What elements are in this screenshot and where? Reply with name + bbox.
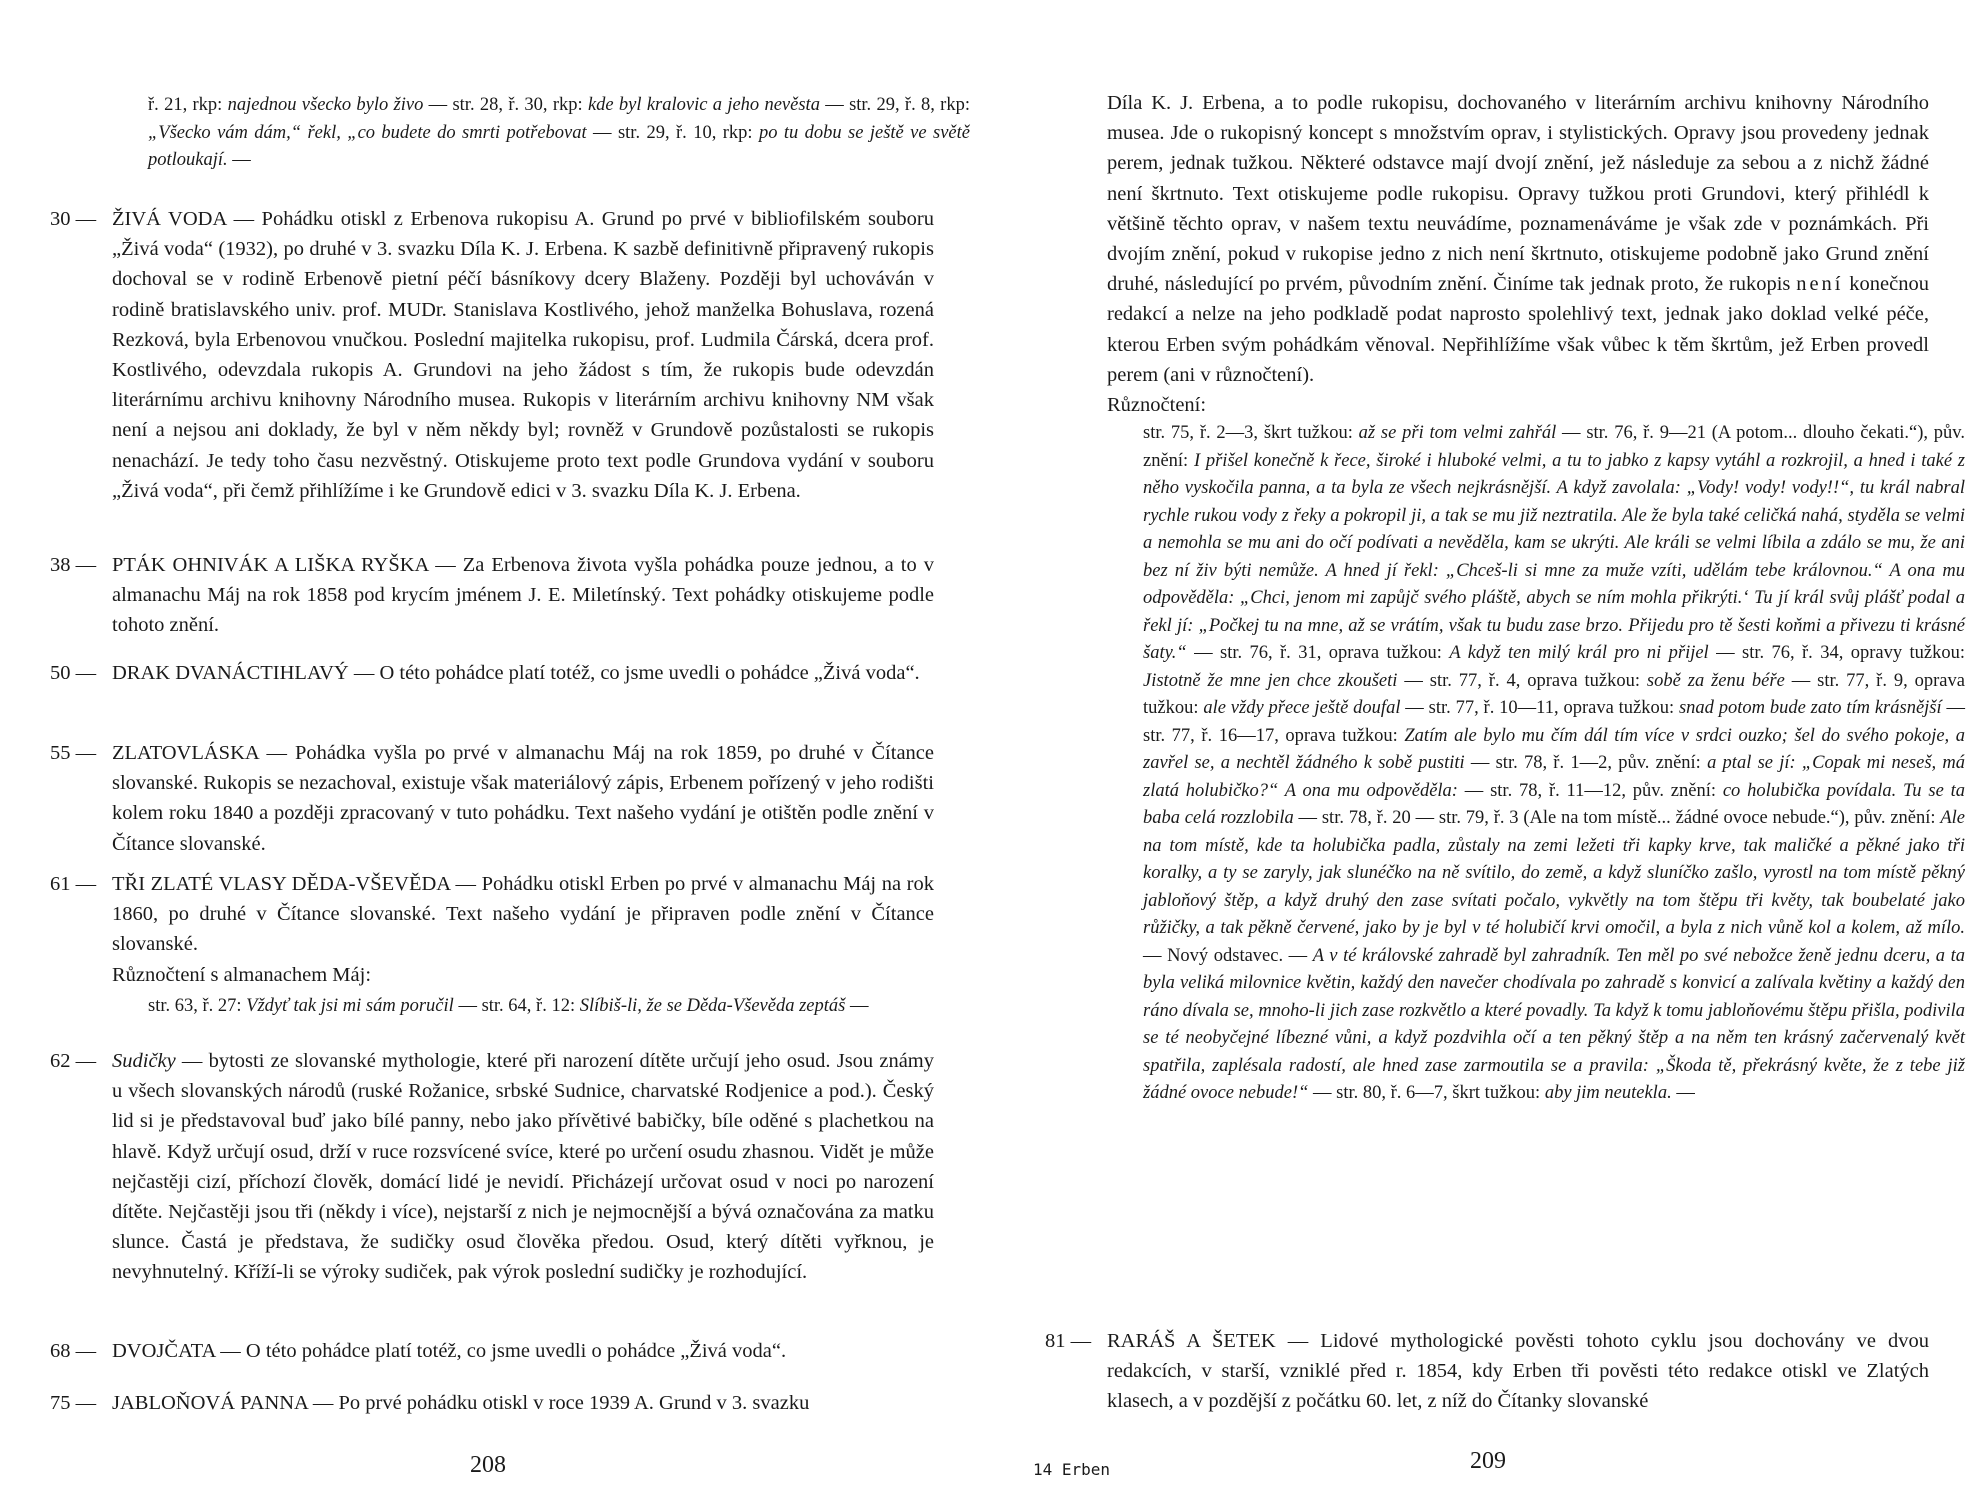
right-page xyxy=(985,0,1970,1500)
signature-mark: 14 Erben xyxy=(1033,1460,1111,1479)
note-text: DRAK DVANÁCTIHLAVÝ — O této pohádce platí totéž, co jsme uvedli o pohádce „Živá voda“. xyxy=(112,662,920,684)
note-continuation: ř. 21, rkp: najednou všecko bylo živo — str. 28, ř. 30, rkp: kde byl kralovic a jeho nevěsta — str. 29, ř. 8, rkp: „Všecko vám dám,“ řekl, „co budete do smrti potřebovat — str. 29, ř. 10, rkp: po tu dobu se ještě ve světě potloukají. — xyxy=(148,95,970,170)
note-text: TŘI ZLATÉ VLASY DĚDA-VŠEVĚDA — Pohádku otiskl Erben po prvé v almanachu Máj na rok 1860, po druhé v Čítance slovanské. Text našeho vydání je připraven podle znění v Čítance slovanské. Různočtení s almanachem Máj: xyxy=(112,873,934,986)
note-75-continuation: Díla K. J. Erbena, a to podle rukopisu, dochovaného v literárním archivu knihovny Národního musea. Jde o rukopisný koncept s množstvím oprav, i stylistických. Opravy jsou provedeny jednak perem, jednak tužkou. Některé odstavce mají dvojí znění, jež následuje za sebou a z nichž žádné není škrtnuto. Text otiskujeme podle rukopisu. Opravy tužkou proti Grundovi, který přihlédl k většině těchto oprav, v našem textu neuvádíme, poznamenáváme je však zde v poznámkách. Při dvojím znění, pokud v rukopise jedno z nich není škrtnuto, otiskujeme podobně jako Grund znění druhé, následující po prvém, původním znění. Činíme tak jednak proto, že rukopis není konečnou redakcí a nelze na jeho podkladě podat naprosto spolehlivý text, jednak jako doklad velké péče, kterou Erben svým pohádkám věnoval. Nepřihlížíme však vůbec k těm škrtům, jež Erben provedl perem (ani v různočtení). Různočtení: xyxy=(1107,92,1929,417)
note-page-number: 61 — xyxy=(50,873,97,895)
variants-heading: Různočtení s almanachem Máj: xyxy=(112,963,372,986)
page-number: 209 xyxy=(1470,1448,1506,1474)
note-text: ŽIVÁ VODA — Pohádku otiskl z Erbenova rukopisu A. Grund po prvé v bibliofilském souboru „Živá voda“ (1932), po druhé v 3. svazku Díla K. J. Erbena. K sazbě definitivně připravený rukopis dochoval se v rodině Erbenově pietní péčí básníkovy dcery Blaženy. Později byl uchováván v rodině bratislavského univ. prof. MUDr. Stanislava Kostlivého, jehož manželka Bohuslava, rozená Rezková, byla Erbenovou vnučkou. Poslední majitelka rukopisu, prof. Ludmila Čárská, dcera prof. Kostlivého, odevzdala rukopis A. Grundovi na jeho žádost s tím, že rukopis bude odevzdán literárnímu archivu knihovny Národního musea. Rukopis v literárním archivu knihovny NM však není a nejsou ani doklady, že byl v něm někdy byl; rovněž v Grundově pozůstalosti se rukopis nenachází. Je tedy toho času nezvěstný. Otiskujeme proto text podle Grundova vydání v souboru „Živá voda“, při čemž přihlížíme i ke Grundově edici v 3. svazku Díla K. J. Erbena. xyxy=(112,208,934,502)
note-text: RARÁŠ A ŠETEK — Lidové mythologické pověsti tohoto cyklu jsou dochovány ve dvou redakcích, v starší, vzniklé před r. 1854, kdy Erben tři pověsti této redakce otiskl ve Zlatých klasech, a v pozdější z počátku 60. let, z níž do Čítanky slovanské xyxy=(1107,1330,1929,1413)
note-text: ZLATOVLÁSKA — Pohádka vyšla po prvé v almanachu Máj na rok 1859, po druhé v Čítance slovanské. Rukopis se nezachoval, existuje však materiálový zápis, Erbenem pořízený v jeho rodišti kolem roku 1840 a později zpracovaný v tuto pohádku. Text našeho vydání je otištěn podle znění v Čítance slovanské. xyxy=(112,742,934,855)
note-page-number: 50 — xyxy=(50,662,97,684)
variants-list: str. 63, ř. 27: Vždyť tak jsi mi sám poručil — str. 64, ř. 12: Slíbiš-li, že se Děda-Vševěda zeptáš — xyxy=(148,996,869,1016)
page-number: 208 xyxy=(470,1452,506,1478)
note-page-number: 75 — xyxy=(50,1392,97,1414)
note-text: Sudičky — bytosti ze slovanské mythologie, které při narození dítěte určují jeho osud. Jsou známy u všech slovanských národů (ruské Rožanice, srbské Sudnice, charvatské Rodjenice a pod.). Český lid si je představoval buď jako bílé panny, nebo jako přívětivé babičky, bíle oděné s plachetkou na hlavě. Když určují osud, drží v ruce rozsvícené svíce, které po určení osudu zhasnou. Vidět je může nejčastěji cizí, příchozí člověk, domácí lidé je nevidí. Přicházejí určovat osud v noci po narození dítěte. Nejčastěji jsou tři (někdy i více), nejstarší z nich je nejmocnější a bývá označována za matku slunce. Častá je představa, že sudičky osud člověka předou. Osud, který dítěti vyřknou, je nevyhnutelný. Kříží-li se výroky sudiček, pak výrok poslední sudičky je rozhodující. xyxy=(112,1050,934,1284)
note-page-number: 68 — xyxy=(50,1340,97,1362)
note-page-number: 38 — xyxy=(50,554,97,576)
note-page-number: 30 — xyxy=(50,208,97,230)
variants-heading: Různočtení: xyxy=(1107,394,1207,417)
note-page-number: 62 — xyxy=(50,1050,97,1072)
note-text: PTÁK OHNIVÁK A LIŠKA RYŠKA — Za Erbenova života vyšla pohádka pouze jednou, a to v almanachu Máj na rok 1858 pod krycím jménem J. E. Miletínský. Text pohádky otiskujeme podle tohoto znění. xyxy=(112,554,934,637)
variants-list: str. 75, ř. 2—3, škrt tužkou: až se při tom velmi zahřál — str. 76, ř. 9—21 (A potom... dlouho čekati.“), pův. znění: I přišel konečně k řece, široké i hluboké velmi, a tu to jabko z kapsy vytáhl a rozkrojil, a hned i také z něho vyskočila panna, a ta byla ze všech nejkrásnější. A když zavolala: „Vody! vody! vody!!“, tu král nabral rychle rukou vody z řeky a pokropil ji, a tak se mu již neztratila. Ale že byla také celičká nahá, styděla se velmi a nemohla se mu ani do očí podívati a nevěděla, kam se ukrýti. Ale králi se velmi líbila a zdálo se mu, že ani bez ní živ býti nemůže. A hned jí řekl: „Chceš-li si mne za muže vzíti, udělám tebe královnou.“ A ona mu odpověděla: „Chci, jenom mi zapůjč svého pláště, abych se ním mohla přikrýti.‘ Tu jí král svůj plášť podal a řekl jí: „Počkej tu na mne, až se vrátím, však tu budu zase brzo. Přijedu pro tě šesti koňmi a přivezu ti krásné šaty.“ — str. 76, ř. 31, oprava tužkou: A když ten milý král pro ni přijel — str. 76, ř. 34, opravy tužkou: Jistotně že mne jen chce zkoušeti — str. 77, ř. 4, oprava tužkou: sobě za ženu béře — str. 77, ř. 9, oprava tužkou: ale vždy přece ještě doufal — str. 77, ř. 10—11, oprava tužkou: snad potom bude zato tím krásnější — str. 77, ř. 16—17, oprava tužkou: Zatím ale bylo mu čím dál tím více v srdci ouzko; šel do svého pokoje, a zavřel se, a nechtěl žádného k sobě pustiti — str. 78, ř. 1—2, pův. znění: a ptal se jí: „Copak mi neseš, má zlatá holubičko?“ A ona mu odpověděla: — str. 78, ř. 11—12, pův. znění: co holubička povídala. Tu se ta baba celá rozzlobila — str. 78, ř. 20 — str. 79, ř. 3 (Ale na tom místě... žádné ovoce nebude.“), pův. znění: Ale na tom místě, kde ta holubička padla, zůstaly na zemi ležeti tři kapky krve, tak maličké a pěkné jako tři koralky, a ty se zaryly, jak slunéčko na ně svítilo, do země, a když sluníčko zašlo, vyrostl na tom místě pěkný jabloňový štěp, a když druhý den zase svítati počalo, vykvětly na tom štěpu tři květy, tak boubelaté jako růžičky, a tak pěkně červené, jako by je byl v té holubičí krvi omočil, a byla z nich vůně kol a kolem, až mílo. — Nový odstavec. — A v té královské zahradě byl zahradník. Ten měl po své nebožce ženě jednu dceru, a ta byla veliká milovnice květin, každý den navečer chodívala po zahradě s konvicí a zalívala květiny a každý den ráno dívala se, mnoho-li jich zase rozkvětlo a které povadly. Ta když k tomu jabloňovému štěpu přišla, podivila se té neobyčejné líbezné vůni, a když pozdvihla očí a ten pěkný štěp a na něm ten krásný začervenalý květ spatřila, zaplésala radostí, ale hned zase zarmoutila se a pravila: „Škoda tě, překrásný květe, že z tebe již žádné ovoce nebude!“ — str. 80, ř. 6—7, škrt tužkou: aby jim neutekla. — xyxy=(1143,423,1966,1103)
note-page-number: 81 — xyxy=(1045,1330,1092,1352)
note-page-number: 55 — xyxy=(50,742,97,764)
note-text: DVOJČATA — O této pohádce platí totéž, co jsme uvedli o pohádce „Živá voda“. xyxy=(112,1340,787,1362)
note-text: JABLOŇOVÁ PANNA — Po prvé pohádku otiskl v roce 1939 A. Grund v 3. svazku xyxy=(112,1392,810,1414)
